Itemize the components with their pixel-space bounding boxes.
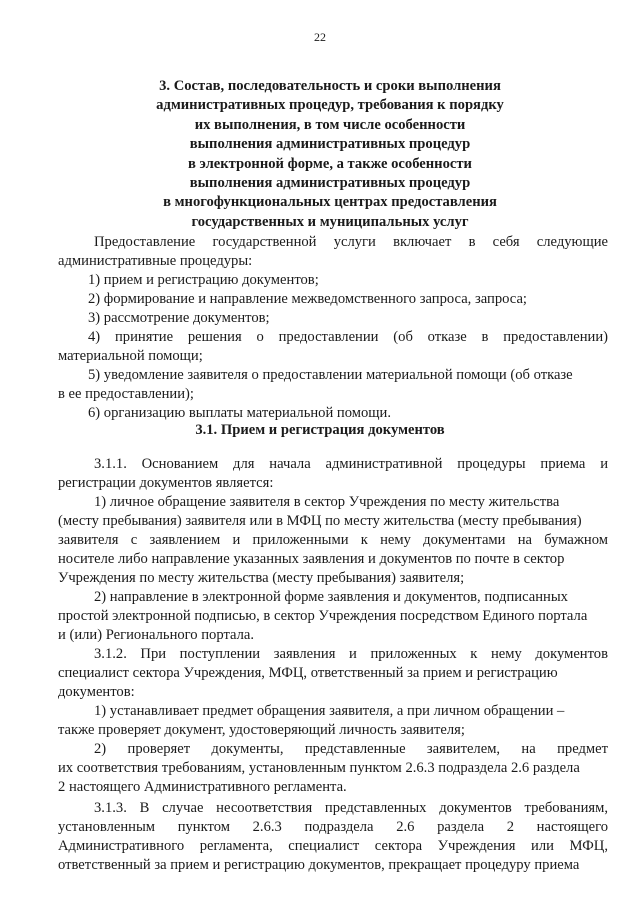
paragraph-line: 2) проверяет документы, представленные заявителем, на предмет [94,741,608,757]
paragraph-line: 3.1.1. Основанием для начала административной процедуры приема и [94,456,608,472]
section-heading-line: в многофункциональных центрах предоставления [163,194,497,211]
intro-block [58,233,608,423]
paragraph-line: документов: [58,684,135,700]
paragraph-line: также проверяет документ, удостоверяющий личность заявителя; [58,722,465,738]
intro-item: 6) организацию выплаты материальной помощи. [88,405,391,421]
section-heading-line: их выполнения, в том числе особенности [194,116,466,133]
paragraph-3-1-2 [58,645,608,797]
intro-item: 4) принятие решения о предоставлении (об отказе в предоставлении) [88,329,608,345]
paragraph-line: (месту пребывания) заявителя или в МФЦ по месту жительства (месту пребывания) [58,513,582,529]
intro-item: 1) прием и регистрацию документов; [88,272,319,288]
intro-item: в ее предоставлении); [58,386,194,402]
section-heading [90,77,570,232]
intro-item: 2) формирование и направление межведомственного запроса, запроса; [88,291,527,307]
section-heading-line: в электронной форме, а также особенности [188,155,472,172]
section-heading-line: государственных и муниципальных услуг [191,213,469,230]
paragraph-line: 1) устанавливает предмет обращения заявителя, а при личном обращении – [94,703,565,719]
paragraph-line: простой электронной подписью, в сектор Учреждения посредством Единого портала [58,608,588,624]
paragraph-line: их соответствия требованиям, установленным пунктом 2.6.3 подраздела 2.6 раздела [58,760,580,776]
paragraph-line: 3.1.2. При поступлении заявления и приложенных к нему документов [94,646,608,662]
section-heading-line: административных процедур, требования к порядку [156,97,504,114]
paragraph-line: 3.1.3. В случае несоответствия представленных документов требованиям, [94,800,608,816]
intro-item: 5) уведомление заявителя о предоставлении материальной помощи (об отказе [88,367,573,383]
paragraph-line: 1) личное обращение заявителя в сектор Учреждения по месту жительства [94,494,560,510]
paragraph-line: 2 настоящего Административного регламента. [58,779,347,795]
paragraph-line: специалист сектора Учреждения, МФЦ, ответственный за прием и регистрацию [58,665,558,681]
intro-line: Предоставление государственной услуги включает в себя следующие [94,234,608,250]
intro-line: административные процедуры: [58,253,253,269]
paragraph-line: Административного регламента, специалист сектора Учреждения или МФЦ, [58,838,608,854]
paragraph-line: Учреждения по месту жительства (месту пребывания) заявителя; [58,570,465,586]
subsection-heading: 3.1. Прием и регистрация документов [195,422,445,438]
intro-item: материальной помощи; [58,348,203,364]
paragraph-line: регистрации документов является: [58,475,274,491]
paragraph-line: носителе либо направление указанных заявления и документов по почте в сектор [58,551,565,567]
paragraph-line: установленным пунктом 2.6.3 подраздела 2.6 раздела 2 настоящего [58,819,608,835]
intro-item: 3) рассмотрение документов; [88,310,270,326]
paragraph-3-1-1 [58,455,608,645]
paragraph-line: 2) направление в электронной форме заявления и документов, подписанных [94,589,568,605]
section-heading-line: 3. Состав, последовательность и сроки выполнения [159,78,501,94]
section-heading-line: выполнения административных процедур [189,136,471,153]
paragraph-line: и (или) Регионального портала. [58,627,255,643]
section-heading-line: выполнения административных процедур [189,175,471,192]
paragraph-3-1-3 [58,799,608,875]
page-number: 22 [314,30,326,44]
paragraph-line: ответственный за прием и регистрацию документов, прекращает процедуру приема [58,857,580,873]
paragraph-line: заявителя с заявлением и приложенными к нему документами на бумажном [58,532,608,548]
